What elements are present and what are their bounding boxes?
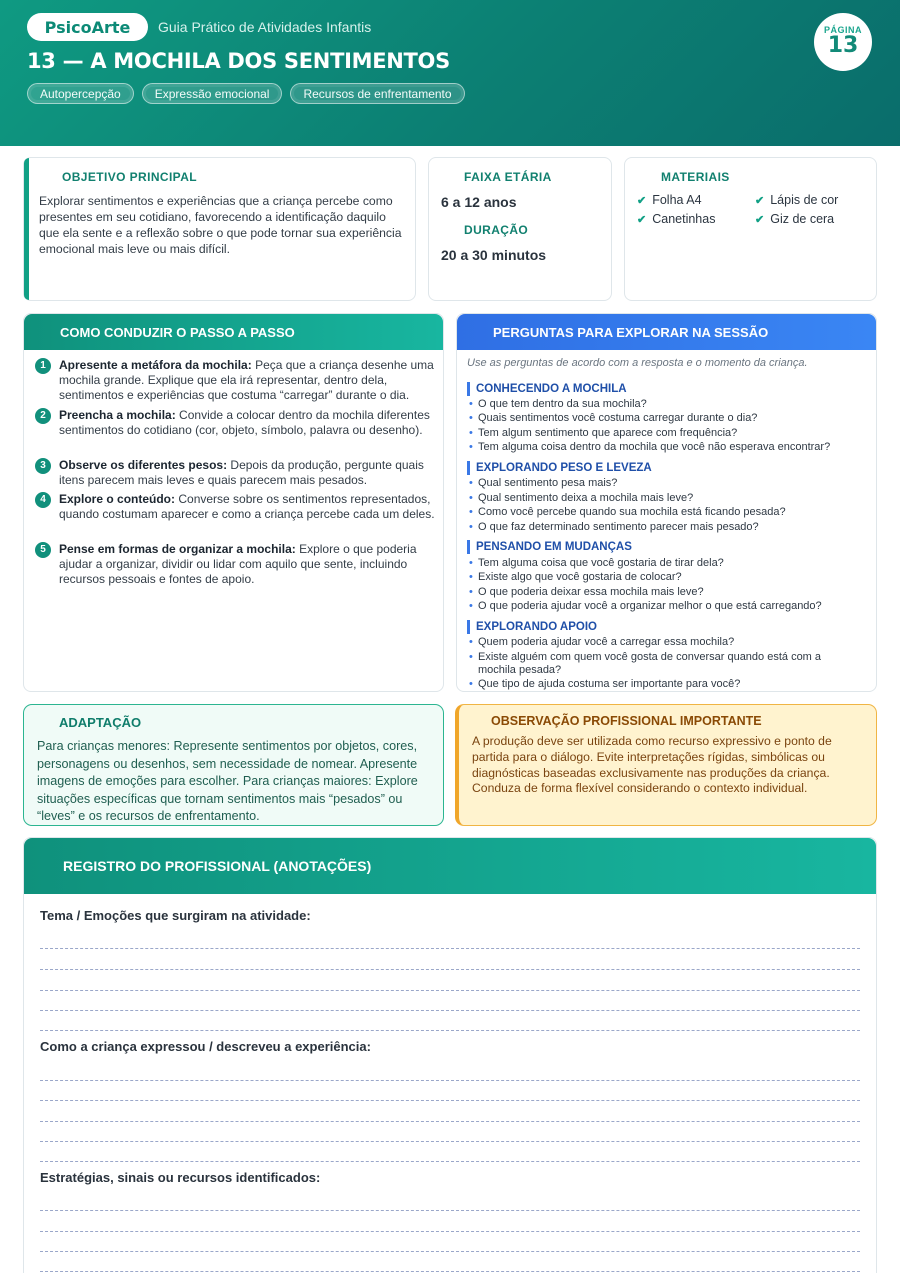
note-line[interactable] bbox=[40, 1251, 860, 1252]
note-line[interactable] bbox=[40, 1030, 860, 1031]
material-item: ✔ Giz de cera bbox=[755, 212, 835, 226]
questions-card bbox=[456, 313, 877, 692]
question-group-title: PENSANDO EM MUDANÇAS bbox=[467, 540, 632, 554]
register-prompt: Tema / Emoções que surgiram na atividade: bbox=[40, 908, 311, 923]
question-item: • Qual sentimento pesa mais? bbox=[469, 477, 864, 490]
page-title: 13 — A MOCHILA DOS SENTIMENTOS bbox=[27, 49, 450, 73]
question-item: • Existe alguém com quem você gosta de conversar quando está com a mochila pesada? bbox=[469, 651, 844, 677]
steps-card bbox=[23, 313, 444, 692]
objective-text: Explorar sentimentos e experiências que a criança percebe como presentes em seu cotidiano, favorecendo a identificação daquilo que ela sente e a reflexão sobre o que pode tornar sua experiência emocional mais leve ou mais difícil. bbox=[39, 194, 402, 256]
page-header bbox=[0, 0, 900, 146]
question-item: • Qual sentimento deixa a mochila mais leve? bbox=[469, 492, 864, 505]
step-item: 2 Preencha a mochila: Convide a colocar dentro da mochila diferentes sentimentos do cotidiano (cor, objeto, símbolo, palavra ou desenho). bbox=[35, 408, 435, 438]
check-icon: ✔ bbox=[755, 195, 765, 207]
materials-card bbox=[624, 157, 877, 301]
register-prompt: Estratégias, sinais ou recursos identificados: bbox=[40, 1170, 321, 1185]
duration-value: 20 a 30 minutos bbox=[441, 247, 547, 263]
adaptation-text: Para crianças menores: Represente sentimentos por objetos, cores, personagens ou desenhos, sem necessidade de nomear. Apresente imagens de emoções para escolher. Para crianças maiores: Explore situações específicas que tornam sentimentos mais “pesados” ou “leves” e os recursos de enfrentamento. bbox=[37, 739, 418, 823]
note-line[interactable] bbox=[40, 969, 860, 970]
duration-label: DURAÇÃO bbox=[464, 223, 529, 237]
material-item: ✔ Lápis de cor bbox=[755, 193, 839, 207]
brand-logo: PsicoArte bbox=[27, 13, 148, 41]
questions-intro: Use as perguntas de acordo com a resposta e o momento da criança. bbox=[467, 357, 808, 369]
objective-label: OBJETIVO PRINCIPAL bbox=[62, 170, 197, 184]
question-item: • Existe algo que você gostaria de colocar? bbox=[469, 571, 864, 584]
check-icon: ✔ bbox=[755, 214, 765, 226]
note-line[interactable] bbox=[40, 1100, 860, 1101]
question-item: • O que tem dentro da sua mochila? bbox=[469, 398, 864, 411]
step-item: 4 Explore o conteúdo: Converse sobre os sentimentos representados, quando costumam aparecer e como a criança percebe cada um deles. bbox=[35, 492, 435, 522]
adaptation-card bbox=[23, 704, 444, 826]
note-line[interactable] bbox=[40, 1231, 860, 1232]
note-line[interactable] bbox=[40, 1161, 860, 1162]
step-number: 3 bbox=[35, 458, 51, 474]
register-title: REGISTRO DO PROFISSIONAL (ANOTAÇÕES) bbox=[24, 838, 876, 894]
question-item: • Quais sentimentos você costuma carregar durante o dia? bbox=[469, 412, 864, 425]
question-item: • O que poderia ajudar você a organizar melhor o que está carregando? bbox=[469, 600, 864, 613]
tag: Autopercepção bbox=[27, 83, 134, 104]
note-line[interactable] bbox=[40, 990, 860, 991]
note-line[interactable] bbox=[40, 1141, 860, 1142]
brand-subtitle: Guia Prático de Atividades Infantis bbox=[158, 19, 372, 35]
question-group-title: EXPLORANDO PESO E LEVEZA bbox=[467, 461, 652, 475]
question-item: • Tem alguma coisa que você gostaria de tirar dela? bbox=[469, 557, 864, 570]
question-item: • Quem poderia ajudar você a carregar essa mochila? bbox=[469, 636, 864, 649]
adaptation-title: ADAPTAÇÃO bbox=[59, 715, 142, 730]
age-duration-card bbox=[428, 157, 612, 301]
question-group-title: EXPLORANDO APOIO bbox=[467, 620, 597, 634]
steps-title: COMO CONDUZIR O PASSO A PASSO bbox=[24, 314, 443, 350]
check-icon: ✔ bbox=[637, 214, 647, 226]
question-item: • Que tipo de ajuda costuma ser importante para você? bbox=[469, 678, 864, 691]
note-line[interactable] bbox=[40, 1210, 860, 1211]
tag: Recursos de enfrentamento bbox=[290, 83, 464, 104]
professional-note-card bbox=[455, 704, 877, 826]
note-line[interactable] bbox=[40, 1271, 860, 1272]
note-text: A produção deve ser utilizada como recurso expressivo e ponto de partida para o diálogo. Evite interpretações rígidas, simbólicas ou diagnósticas baseadas exclusivamente nas produções da criança. Conduza de forma flexível considerando o contexto individual. bbox=[472, 734, 832, 796]
register-card bbox=[23, 837, 877, 1273]
age-value: 6 a 12 anos bbox=[441, 194, 517, 210]
question-item: • Tem algum sentimento que aparece com frequência? bbox=[469, 427, 864, 440]
age-label: FAIXA ETÁRIA bbox=[464, 170, 552, 184]
note-line[interactable] bbox=[40, 1080, 860, 1081]
tag-list bbox=[27, 83, 465, 104]
note-line[interactable] bbox=[40, 1121, 860, 1122]
step-number: 5 bbox=[35, 542, 51, 558]
note-line[interactable] bbox=[40, 948, 860, 949]
page-number: 13 bbox=[827, 33, 859, 58]
tag: Expressão emocional bbox=[142, 83, 283, 104]
question-group-title: CONHECENDO A MOCHILA bbox=[467, 382, 627, 396]
objective-card bbox=[23, 157, 416, 301]
step-item: 5 Pense em formas de organizar a mochila: Explore o que poderia ajudar a organizar, dividir ou lidar com aquilo que sente, incluindo recursos pessoais e fontes de apoio. bbox=[35, 542, 435, 587]
step-number: 2 bbox=[35, 408, 51, 424]
step-item: 1 Apresente a metáfora da mochila: Peça que a criança desenhe uma mochila grande. Explique que ela irá representar, dentro dela, sentimentos e experiências que costuma “carregar” durante o dia. bbox=[35, 358, 435, 403]
question-item: • O que faz determinado sentimento parecer mais pesado? bbox=[469, 521, 864, 534]
question-item: • Tem alguma coisa dentro da mochila que você não esperava encontrar? bbox=[469, 441, 864, 454]
question-item: • Como você percebe quando sua mochila está ficando pesada? bbox=[469, 506, 864, 519]
register-prompt: Como a criança expressou / descreveu a experiência: bbox=[40, 1039, 371, 1054]
note-title: OBSERVAÇÃO PROFISSIONAL IMPORTANTE bbox=[491, 714, 762, 728]
accent-bar bbox=[24, 158, 29, 300]
step-item: 3 Observe os diferentes pesos: Depois da produção, pergunte quais itens parecem mais leves e quais parecem mais pesados. bbox=[35, 458, 435, 488]
material-item: ✔ Folha A4 bbox=[637, 193, 702, 207]
question-item: • O que poderia deixar essa mochila mais leve? bbox=[469, 586, 864, 599]
note-line[interactable] bbox=[40, 1010, 860, 1011]
material-item: ✔ Canetinhas bbox=[637, 212, 716, 226]
check-icon: ✔ bbox=[637, 195, 647, 207]
page-label: PÁGINA bbox=[823, 25, 862, 35]
page-number-badge bbox=[814, 13, 872, 71]
step-number: 4 bbox=[35, 492, 51, 508]
step-number: 1 bbox=[35, 358, 51, 374]
materials-label: MATERIAIS bbox=[661, 170, 730, 184]
questions-title: PERGUNTAS PARA EXPLORAR NA SESSÃO bbox=[457, 314, 876, 350]
